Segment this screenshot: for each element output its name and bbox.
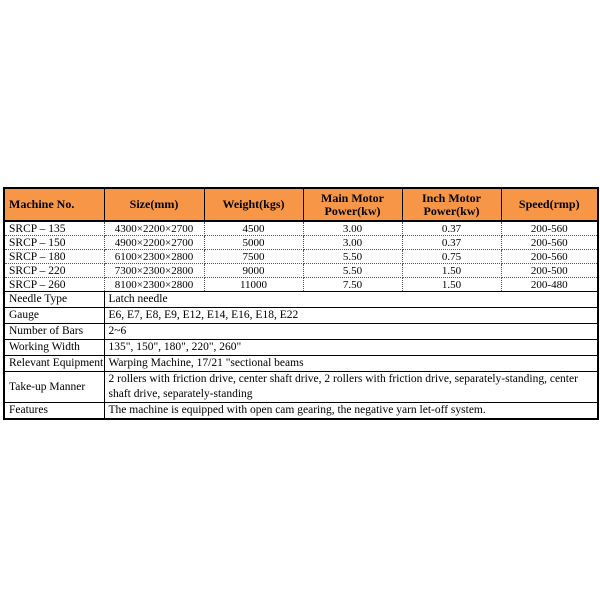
spec-value: E6, E7, E8, E9, E12, E14, E16, E18, E22 xyxy=(104,308,598,324)
speed-cell: 200-480 xyxy=(501,278,598,292)
header-main-motor-power: Main Motor Power(kw) xyxy=(303,188,402,221)
spec-value: The machine is equipped with open cam gearing, the negative yarn let-off system. xyxy=(104,403,598,420)
inch-motor-power-cell: 0.37 xyxy=(402,221,501,236)
weight-cell: 4500 xyxy=(204,221,303,236)
speed-cell: 200-560 xyxy=(501,221,598,236)
size-cell: 6100×2300×2800 xyxy=(104,250,204,264)
main-motor-power-cell: 3.00 xyxy=(303,236,402,250)
machine-spec-table xyxy=(3,187,599,420)
spec-label: Features xyxy=(4,403,104,420)
main-motor-power-cell: 5.50 xyxy=(303,250,402,264)
main-motor-power-cell: 7.50 xyxy=(303,278,402,292)
spec-row-needle-type xyxy=(4,292,598,308)
spec-label: Take-up Manner xyxy=(4,372,104,403)
size-cell: 4300×2200×2700 xyxy=(104,221,204,236)
speed-cell: 200-560 xyxy=(501,236,598,250)
inch-motor-power-cell: 1.50 xyxy=(402,278,501,292)
header-row xyxy=(4,188,598,221)
weight-cell: 11000 xyxy=(204,278,303,292)
machine-no-cell: SRCP – 220 xyxy=(4,264,104,278)
machine-no-cell: SRCP – 150 xyxy=(4,236,104,250)
weight-cell: 7500 xyxy=(204,250,303,264)
spec-value: Latch needle xyxy=(104,292,598,308)
weight-cell: 5000 xyxy=(204,236,303,250)
spec-row-relevant-equipment xyxy=(4,356,598,372)
spec-row-gauge xyxy=(4,308,598,324)
machine-row xyxy=(4,264,598,278)
spec-label: Working Width xyxy=(4,340,104,356)
main-motor-power-cell: 5.50 xyxy=(303,264,402,278)
machine-row xyxy=(4,221,598,236)
speed-cell: 200-500 xyxy=(501,264,598,278)
header-speed: Speed(rmp) xyxy=(501,188,598,221)
spec-value: 2 rollers with friction drive, center shaft drive, 2 rollers with friction drive, separately-standing, center shaft drive, separately-standing xyxy=(104,372,598,403)
machine-row xyxy=(4,236,598,250)
spec-value: 2~6 xyxy=(104,324,598,340)
spec-label: Number of Bars xyxy=(4,324,104,340)
spec-value: Warping Machine, 17/21 "sectional beams xyxy=(104,356,598,372)
spec-label: Needle Type xyxy=(4,292,104,308)
machine-no-cell: SRCP – 180 xyxy=(4,250,104,264)
machine-row xyxy=(4,278,598,292)
weight-cell: 9000 xyxy=(204,264,303,278)
size-cell: 4900×2200×2700 xyxy=(104,236,204,250)
spec-row-number-of-bars xyxy=(4,324,598,340)
spec-row-features xyxy=(4,403,598,420)
header-inch-motor-power: Inch Motor Power(kw) xyxy=(402,188,501,221)
inch-motor-power-cell: 0.75 xyxy=(402,250,501,264)
inch-motor-power-cell: 0.37 xyxy=(402,236,501,250)
machine-no-cell: SRCP – 260 xyxy=(4,278,104,292)
size-cell: 7300×2300×2800 xyxy=(104,264,204,278)
spec-label: Relevant Equipment xyxy=(4,356,104,372)
spec-label: Gauge xyxy=(4,308,104,324)
speed-cell: 200-560 xyxy=(501,250,598,264)
header-weight: Weight(kgs) xyxy=(204,188,303,221)
spec-row-working-width xyxy=(4,340,598,356)
machine-row xyxy=(4,250,598,264)
main-motor-power-cell: 3.00 xyxy=(303,221,402,236)
spec-row-take-up-manner xyxy=(4,372,598,403)
machine-no-cell: SRCP – 135 xyxy=(4,221,104,236)
header-size: Size(mm) xyxy=(104,188,204,221)
header-machine-no: Machine No. xyxy=(4,188,104,221)
inch-motor-power-cell: 1.50 xyxy=(402,264,501,278)
spec-value: 135", 150", 180", 220", 260" xyxy=(104,340,598,356)
size-cell: 8100×2300×2800 xyxy=(104,278,204,292)
